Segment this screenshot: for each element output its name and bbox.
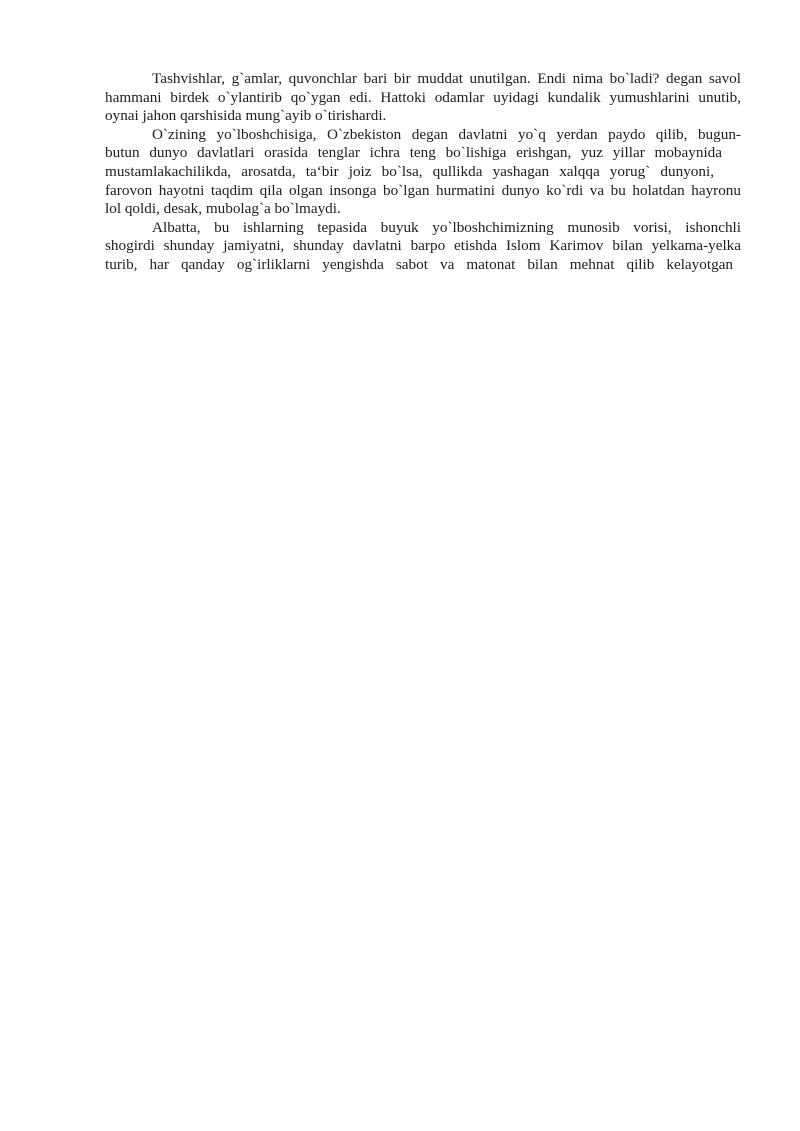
paragraph-2-line-3: mustamlakachilikda, arosatda, ta‘bir joiz bo`lsa, qullikda yashagan xalqqa yorug` dunyoni,: [105, 162, 714, 180]
paragraph-1-line-3: oynai jahon qarshisida mung`ayib o`tirishardi.: [105, 107, 387, 125]
document-body: [105, 70, 741, 275]
paragraph-2-line-2: butun dunyo davlatlari orasida tenglar ichra teng bo`lishiga erishgan, yuz yillar mobaynida: [105, 144, 722, 162]
paragraph-3-line-1: Albatta, bu ishlarning tepasida buyuk yo`lboshchimizning munosib vorisi, ishonchli: [152, 218, 741, 236]
paragraph-1-line-2: hammani birdek o`ylantirib qo`ygan edi. Hattoki odamlar uyidagi kundalik yumushlarini unutib,: [105, 88, 741, 106]
paragraph-1-line-1: Tashvishlar, g`amlar, quvonchlar bari bir muddat unutilgan. Endi nima bo`ladi? degan savol: [152, 70, 741, 87]
paragraph-2-line-1: O`zining yo`lboshchisiga, O`zbekiston degan davlatni yo`q yerdan paydo qilib, bugun-: [152, 125, 741, 143]
paragraph-2-line-5: lol qoldi, desak, mubolag`a bo`lmaydi.: [105, 200, 341, 218]
paragraph-3-line-2: shogirdi shunday jamiyatni, shunday davlatni barpo etishda Islom Karimov bilan yelkama-yelka: [105, 237, 741, 255]
paragraph-2-line-4: farovon hayotni taqdim qila olgan insonga bo`lgan hurmatini dunyo ko`rdi va bu holatdan hayronu: [105, 181, 741, 199]
paragraph-3-line-3: turib, har qanday og`irliklarni yengishda sabot va matonat bilan mehnat qilib kelayotgan: [105, 255, 733, 273]
